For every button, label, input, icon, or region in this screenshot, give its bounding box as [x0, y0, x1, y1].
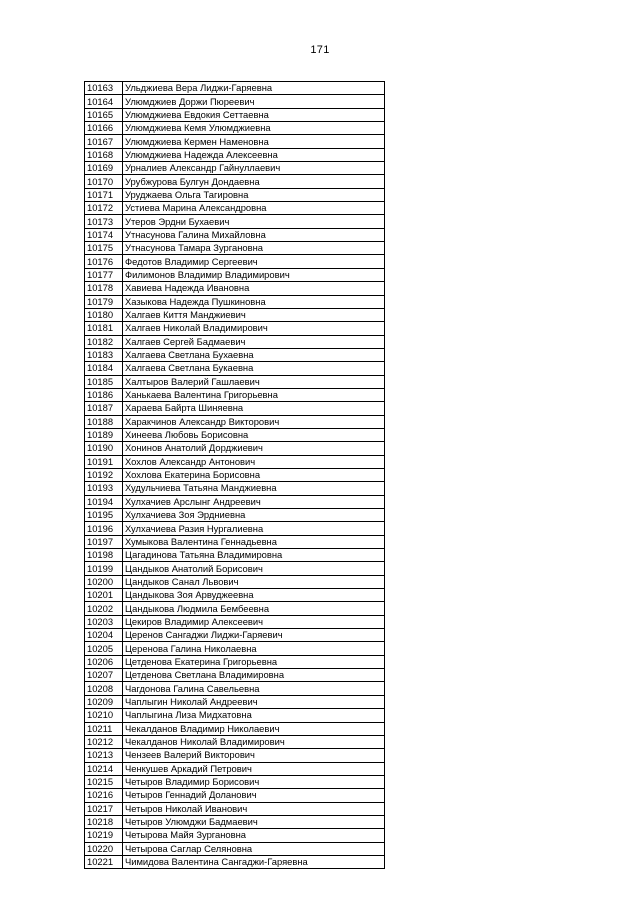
- person-name: Хавиева Надежда Ивановна: [123, 282, 385, 295]
- table-row: [85, 282, 385, 295]
- row-number: 10190: [85, 442, 123, 455]
- table-row: [85, 775, 385, 788]
- row-number: 10186: [85, 388, 123, 401]
- person-name: Халгаев Николай Владимирович: [123, 322, 385, 335]
- table-row: [85, 268, 385, 281]
- row-number: 10195: [85, 509, 123, 522]
- row-number: 10207: [85, 669, 123, 682]
- person-name: Четырова Саглар Селяновна: [123, 842, 385, 855]
- table-row: [85, 442, 385, 455]
- table-row: [85, 202, 385, 215]
- person-name: Уруджаева Ольга Тагировна: [123, 188, 385, 201]
- row-number: 10215: [85, 775, 123, 788]
- table-row: [85, 602, 385, 615]
- row-number: 10176: [85, 255, 123, 268]
- person-name: Худульчиева Татьяна Манджиевна: [123, 482, 385, 495]
- row-number: 10168: [85, 148, 123, 161]
- person-name: Улюмджиева Евдокия Сеттаевна: [123, 108, 385, 121]
- person-name: Цандыков Анатолий Борисович: [123, 562, 385, 575]
- person-name: Цагадинова Татьяна Владимировна: [123, 549, 385, 562]
- person-name: Чаплыгина Лиза Мидхатовна: [123, 709, 385, 722]
- table-row: [85, 589, 385, 602]
- row-number: 10218: [85, 815, 123, 828]
- person-name: Хохлова Екатерина Борисовна: [123, 468, 385, 481]
- person-name: Халтыров Валерий Гашлаевич: [123, 375, 385, 388]
- person-name: Урубжурова Булгун Дондаевна: [123, 175, 385, 188]
- row-number: 10193: [85, 482, 123, 495]
- table-row: [85, 855, 385, 868]
- table-row: [85, 402, 385, 415]
- person-name: Чекалданов Николай Владимирович: [123, 735, 385, 748]
- person-name: Улюмджиева Кермен Наменовна: [123, 135, 385, 148]
- table-row: [85, 709, 385, 722]
- row-number: 10197: [85, 535, 123, 548]
- row-number: 10188: [85, 415, 123, 428]
- person-name: Чимидова Валентина Сангаджи-Гаряевна: [123, 855, 385, 868]
- person-name: Хулхачиева Разия Нургалиевна: [123, 522, 385, 535]
- person-name: Цетденова Екатерина Григорьевна: [123, 655, 385, 668]
- person-name: Устиева Марина Александровна: [123, 202, 385, 215]
- row-number: 10182: [85, 335, 123, 348]
- row-number: 10194: [85, 495, 123, 508]
- table-row: [85, 428, 385, 441]
- table-row: [85, 175, 385, 188]
- row-number: 10184: [85, 362, 123, 375]
- table-row: [85, 335, 385, 348]
- table-row: [85, 695, 385, 708]
- row-number: 10189: [85, 428, 123, 441]
- table-row: [85, 348, 385, 361]
- table-row: [85, 615, 385, 628]
- row-number: 10200: [85, 575, 123, 588]
- person-name: Федотов Владимир Сергеевич: [123, 255, 385, 268]
- row-number: 10196: [85, 522, 123, 535]
- person-name: Халгаев Сергей Бадмаевич: [123, 335, 385, 348]
- table-row: [85, 135, 385, 148]
- row-number: 10171: [85, 188, 123, 201]
- person-name: Церенова Галина Николаевна: [123, 642, 385, 655]
- person-name: Чагдонова Галина Савельевна: [123, 682, 385, 695]
- row-number: 10179: [85, 295, 123, 308]
- person-name: Хохлов Александр Антонович: [123, 455, 385, 468]
- person-name: Четыров Улюмджи Бадмаевич: [123, 815, 385, 828]
- row-number: 10183: [85, 348, 123, 361]
- table-row: [85, 655, 385, 668]
- person-name: Улюмджиева Кемя Улюмджиевна: [123, 122, 385, 135]
- table-row: [85, 375, 385, 388]
- table-row: [85, 735, 385, 748]
- table-row: [85, 148, 385, 161]
- person-name: Филимонов Владимир Владимирович: [123, 268, 385, 281]
- names-table-body: [85, 82, 385, 869]
- table-row: [85, 108, 385, 121]
- row-number: 10180: [85, 308, 123, 321]
- row-number: 10212: [85, 735, 123, 748]
- table-row: [85, 789, 385, 802]
- person-name: Утнасунова Тамара Зургановна: [123, 242, 385, 255]
- table-row: [85, 575, 385, 588]
- table-row: [85, 215, 385, 228]
- person-name: Халгаев Киття Манджиевич: [123, 308, 385, 321]
- person-name: Четыров Николай Иванович: [123, 802, 385, 815]
- person-name: Цетденова Светлана Владимировна: [123, 669, 385, 682]
- table-row: [85, 415, 385, 428]
- person-name: Хинеева Любовь Борисовна: [123, 428, 385, 441]
- table-row: [85, 522, 385, 535]
- row-number: 10198: [85, 549, 123, 562]
- row-number: 10192: [85, 468, 123, 481]
- person-name: Цандыков Санал Львович: [123, 575, 385, 588]
- row-number: 10201: [85, 589, 123, 602]
- row-number: 10169: [85, 162, 123, 175]
- table-row: [85, 468, 385, 481]
- table-row: [85, 95, 385, 108]
- row-number: 10163: [85, 82, 123, 95]
- table-row: [85, 842, 385, 855]
- table-row: [85, 509, 385, 522]
- row-number: 10203: [85, 615, 123, 628]
- row-number: 10174: [85, 228, 123, 241]
- person-name: Четырова Майя Зургановна: [123, 829, 385, 842]
- table-row: [85, 162, 385, 175]
- person-name: Халгаева Светлана Букаевна: [123, 362, 385, 375]
- person-name: Цандыкова Людмила Бембеевна: [123, 602, 385, 615]
- row-number: 10220: [85, 842, 123, 855]
- page-number: 171: [310, 44, 330, 56]
- person-name: Хулхачиева Зоя Эрдниевна: [123, 509, 385, 522]
- table-row: [85, 722, 385, 735]
- person-name: Хумыкова Валентина Геннадьевна: [123, 535, 385, 548]
- table-row: [85, 629, 385, 642]
- row-number: 10172: [85, 202, 123, 215]
- person-name: Ханькаева Валентина Григорьевна: [123, 388, 385, 401]
- row-number: 10167: [85, 135, 123, 148]
- table-row: [85, 535, 385, 548]
- row-number: 10164: [85, 95, 123, 108]
- table-row: [85, 549, 385, 562]
- table-row: [85, 308, 385, 321]
- table-row: [85, 388, 385, 401]
- row-number: 10221: [85, 855, 123, 868]
- table-row: [85, 82, 385, 95]
- person-name: Хараева Байрта Шиняевна: [123, 402, 385, 415]
- person-name: Цекиров Владимир Алексеевич: [123, 615, 385, 628]
- person-name: Улюмджиева Надежда Алексеевна: [123, 148, 385, 161]
- person-name: Халгаева Светлана Бухаевна: [123, 348, 385, 361]
- person-name: Чензеев Валерий Викторович: [123, 749, 385, 762]
- person-name: Утнасунова Галина Михайловна: [123, 228, 385, 241]
- table-row: [85, 255, 385, 268]
- row-number: 10170: [85, 175, 123, 188]
- row-number: 10206: [85, 655, 123, 668]
- person-name: Хазыкова Надежда Пушкиновна: [123, 295, 385, 308]
- person-name: Ульджиева Вера Лиджи-Гаряевна: [123, 82, 385, 95]
- table-row: [85, 495, 385, 508]
- row-number: 10165: [85, 108, 123, 121]
- table-row: [85, 669, 385, 682]
- person-name: Урналиев Александр Гайнуллаевич: [123, 162, 385, 175]
- table-row: [85, 455, 385, 468]
- row-number: 10185: [85, 375, 123, 388]
- row-number: 10187: [85, 402, 123, 415]
- table-row: [85, 188, 385, 201]
- row-number: 10199: [85, 562, 123, 575]
- row-number: 10209: [85, 695, 123, 708]
- person-name: Четыров Геннадий Доланович: [123, 789, 385, 802]
- names-table: [84, 81, 385, 869]
- row-number: 10181: [85, 322, 123, 335]
- table-row: [85, 815, 385, 828]
- row-number: 10208: [85, 682, 123, 695]
- row-number: 10173: [85, 215, 123, 228]
- table-row: [85, 482, 385, 495]
- person-name: Церенов Сангаджи Лиджи-Гаряевич: [123, 629, 385, 642]
- person-name: Цандыкова Зоя Арвуджеевна: [123, 589, 385, 602]
- table-row: [85, 228, 385, 241]
- person-name: Ченкушев Аркадий Петрович: [123, 762, 385, 775]
- row-number: 10166: [85, 122, 123, 135]
- table-row: [85, 122, 385, 135]
- table-row: [85, 762, 385, 775]
- row-number: 10191: [85, 455, 123, 468]
- row-number: 10202: [85, 602, 123, 615]
- person-name: Утеров Эрдни Бухаевич: [123, 215, 385, 228]
- table-row: [85, 749, 385, 762]
- row-number: 10211: [85, 722, 123, 735]
- row-number: 10178: [85, 282, 123, 295]
- table-row: [85, 242, 385, 255]
- table-row: [85, 642, 385, 655]
- row-number: 10177: [85, 268, 123, 281]
- row-number: 10205: [85, 642, 123, 655]
- row-number: 10175: [85, 242, 123, 255]
- person-name: Чаплыгин Николай Андреевич: [123, 695, 385, 708]
- row-number: 10214: [85, 762, 123, 775]
- table-row: [85, 362, 385, 375]
- table-row: [85, 682, 385, 695]
- row-number: 10204: [85, 629, 123, 642]
- person-name: Харакчинов Александр Викторович: [123, 415, 385, 428]
- row-number: 10210: [85, 709, 123, 722]
- table-row: [85, 322, 385, 335]
- person-name: Хонинов Анатолий Дорджиевич: [123, 442, 385, 455]
- table-row: [85, 802, 385, 815]
- table-row: [85, 562, 385, 575]
- person-name: Улюмджиев Доржи Пюреевич: [123, 95, 385, 108]
- table-row: [85, 829, 385, 842]
- person-name: Чекалданов Владимир Николаевич: [123, 722, 385, 735]
- person-name: Четыров Владимир Борисович: [123, 775, 385, 788]
- row-number: 10219: [85, 829, 123, 842]
- row-number: 10217: [85, 802, 123, 815]
- row-number: 10216: [85, 789, 123, 802]
- person-name: Хулхачиев Арслынг Андреевич: [123, 495, 385, 508]
- table-row: [85, 295, 385, 308]
- row-number: 10213: [85, 749, 123, 762]
